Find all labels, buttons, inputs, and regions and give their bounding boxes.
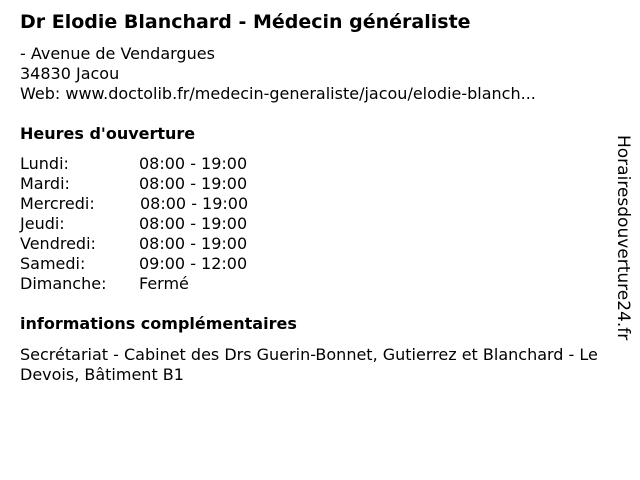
watermark-text: Horairesdouverture24.fr xyxy=(613,135,633,341)
hours-row-wednesday xyxy=(20,194,248,214)
watermark-container xyxy=(612,135,634,345)
time-value: 08:00 - 19:00 xyxy=(140,194,249,213)
hours-row-saturday xyxy=(20,254,248,274)
street-line: - Avenue de Vendargues xyxy=(20,44,215,63)
day-label: Samedi: xyxy=(20,254,86,273)
hours-heading: Heures d'ouverture xyxy=(20,124,196,143)
day-label: Mardi: xyxy=(20,174,70,193)
address-block xyxy=(20,44,536,104)
hours-row-thursday xyxy=(20,214,248,234)
hours-row-sunday xyxy=(20,274,248,294)
time-value: 09:00 - 12:00 xyxy=(139,254,248,273)
hours-row-tuesday xyxy=(20,174,248,194)
time-value: 08:00 - 19:00 xyxy=(139,214,248,233)
day-label: Jeudi: xyxy=(20,214,65,233)
time-value: 08:00 - 19:00 xyxy=(139,174,248,193)
page-title: Dr Elodie Blanchard - Médecin généraliste xyxy=(20,11,471,33)
day-label: Lundi: xyxy=(20,154,69,173)
hours-row-friday xyxy=(20,234,248,254)
day-label: Dimanche: xyxy=(20,274,107,293)
web-line[interactable]: Web: www.doctolib.fr/medecin-generaliste/jacou/elodie-blanch... xyxy=(20,84,536,103)
time-value: Fermé xyxy=(139,274,189,293)
city-line: 34830 Jacou xyxy=(20,64,120,83)
hours-row-monday xyxy=(20,154,248,174)
info-heading: informations complémentaires xyxy=(20,314,297,333)
info-text: Secrétariat - Cabinet des Drs Guerin-Bonnet, Gutierrez et Blanchard - Le Devois, Bâtiment B1 xyxy=(20,345,598,384)
time-value: 08:00 - 19:00 xyxy=(139,234,248,253)
day-label: Mercredi: xyxy=(20,194,95,213)
time-value: 08:00 - 19:00 xyxy=(139,154,248,173)
day-label: Vendredi: xyxy=(20,234,96,253)
hours-list xyxy=(20,154,248,294)
